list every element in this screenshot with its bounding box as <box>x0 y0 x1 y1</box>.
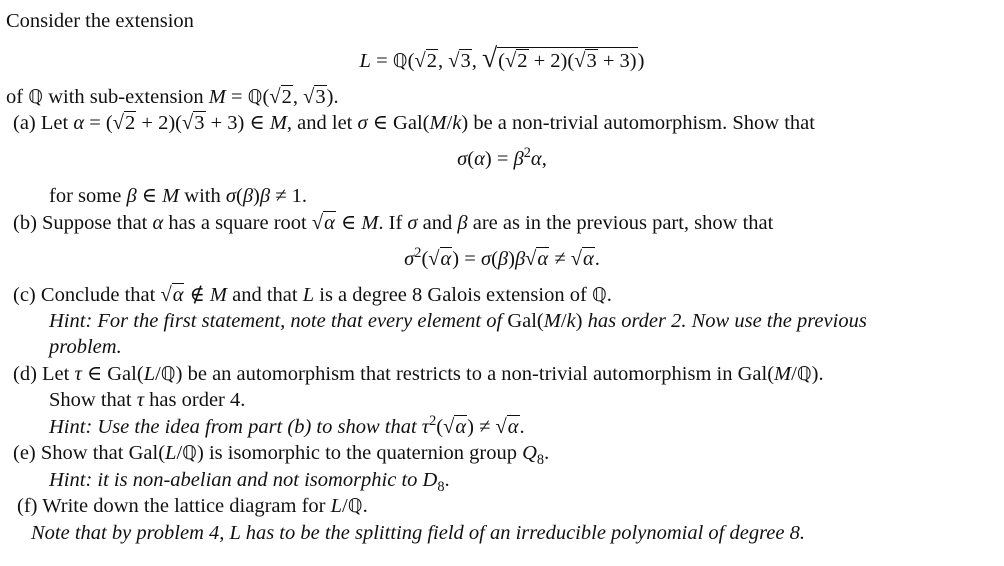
part-c: (c) Conclude that √α ∉ M and that L is a degree 8 Galois extension of ℚ. <box>13 284 612 306</box>
part-a: (a) Let α = (√2 + 2)(√3 + 3) ∈ M, and let σ ∈ Gal(M/k) be a non-trivial automorphism. Show that <box>13 112 815 134</box>
display-equation-b: $\sigma^2(√\alpha) = \sigma(\beta)\beta√\alpha \ne √\alpha$. <box>404 245 600 270</box>
closing-note: Note that by problem 4, L has to be the splitting field of an irreducible polynomial of degree 8. <box>31 522 805 544</box>
part-c-hint-cont: problem. <box>49 336 122 358</box>
part-a-cont: for some β ∈ M with σ(β)β ≠ 1. <box>49 185 307 207</box>
display-equation-a: $\sigma(\alpha) = \beta^2\alpha$, <box>457 145 547 170</box>
part-c-hint: Hint: For the first statement, note that every element of Gal(M/k) has order 2. Now use the previous <box>49 310 867 332</box>
part-e-hint: Hint: it is non-abelian and not isomorphic to $D_8$. <box>49 469 450 496</box>
part-f: (f) Write down the lattice diagram for L/ℚ. <box>17 495 368 517</box>
part-d-cont: Show that τ has order 4. <box>49 389 246 411</box>
part-b: (b) Suppose that α has a square root √α ∈ M. If σ and β are as in the previous part, show that <box>13 212 774 234</box>
display-equation-L: L = ℚ(√2, √3, √(√2 + 2)(√3 + 3)) <box>359 42 645 73</box>
part-d-hint: Hint: Use the idea from part (b) to show that $\tau^2(√\alpha) \ne √\alpha$. <box>49 413 525 438</box>
intro-line-2: of ℚ with sub-extension M = ℚ(√2, √3). <box>6 86 339 108</box>
part-d: (d) Let τ ∈ Gal(L/ℚ) be an automorphism that restricts to a non-trivial automorphism in Gal(M/ℚ). <box>13 363 824 385</box>
intro-text: Consider the extension <box>6 10 194 32</box>
part-e: (e) Show that Gal(L/ℚ) is isomorphic to the quaternion group $Q_8$. <box>13 442 550 469</box>
